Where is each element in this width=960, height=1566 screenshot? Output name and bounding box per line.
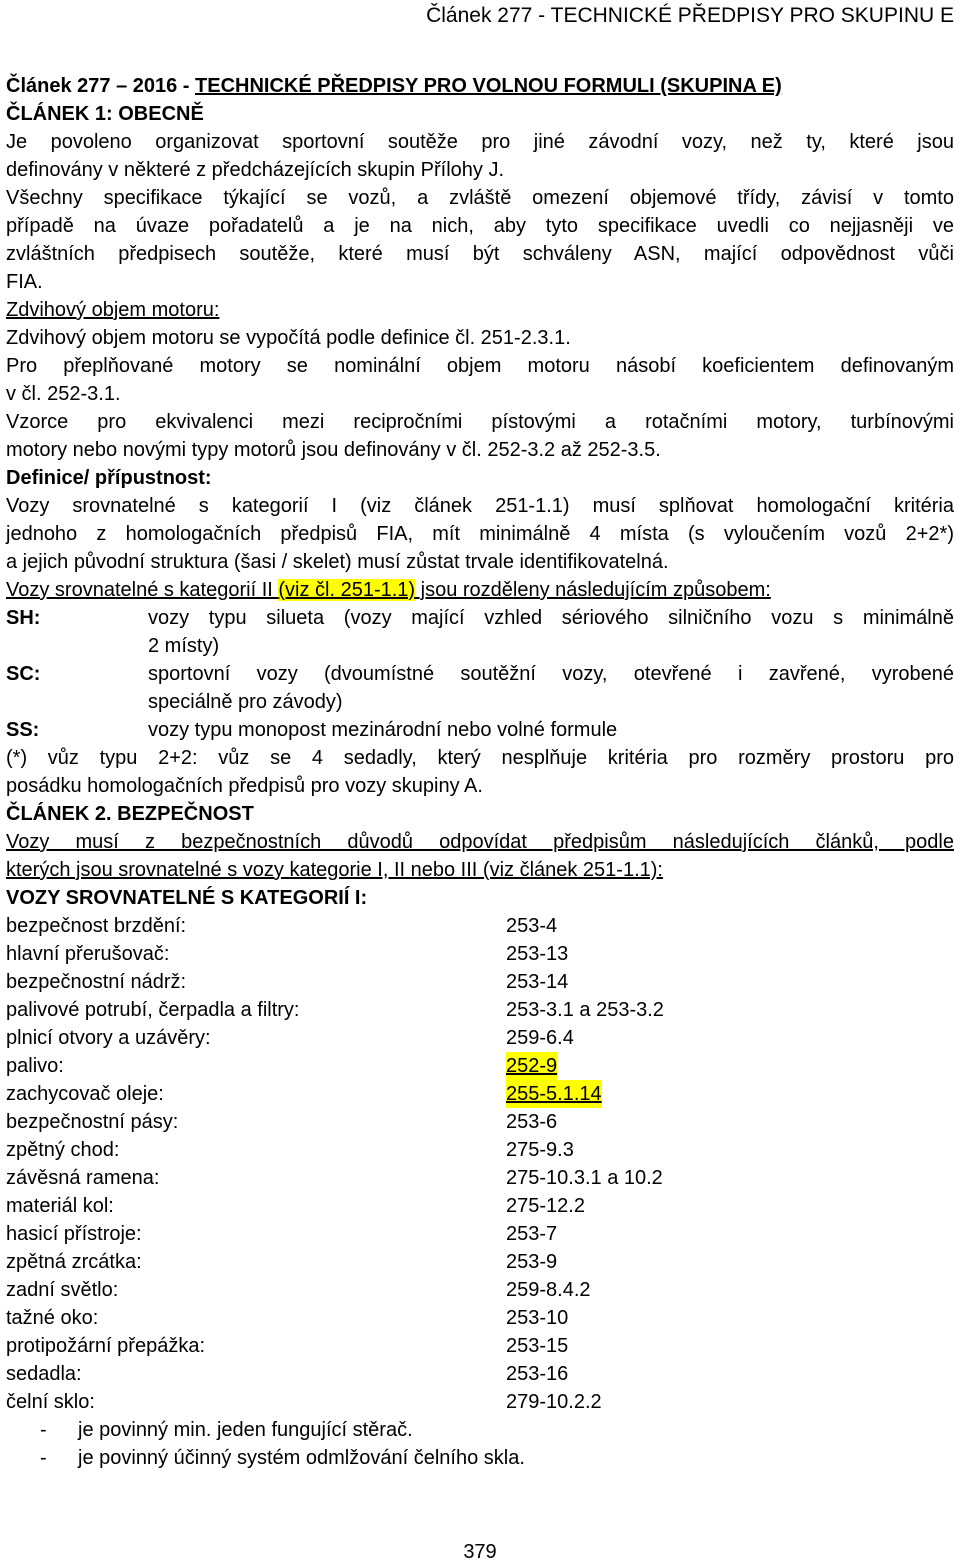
text-line: Vozy musí z bezpečnostních důvodů odpovídat předpisům následujících článků, podle <box>6 831 954 853</box>
text-line: posádku homologačních předpisů pro vozy skupiny A. <box>6 775 483 797</box>
article1-paragraph-2 <box>6 184 954 296</box>
list-item <box>6 1388 954 1416</box>
bullet-text: je povinný účinný systém odmlžování čelního skla. <box>78 1447 525 1469</box>
item-reference: 253-15 <box>506 1335 569 1357</box>
item-label: zpětný chod: <box>6 1139 120 1161</box>
category-2-text-end: jsou rozděleny následujícím způsobem: <box>415 579 771 601</box>
item-reference: 253-3.1 a 253-3.2 <box>506 999 664 1021</box>
category-2-reference: (viz čl. 251-1.1) <box>278 579 416 601</box>
item-reference: 253-9 <box>506 1251 558 1273</box>
item-reference: 279-10.2.2 <box>506 1391 602 1413</box>
item-label: závěsná ramena: <box>6 1167 160 1189</box>
item-reference: 275-12.2 <box>506 1195 585 1217</box>
item-label: materiál kol: <box>6 1195 114 1217</box>
list-item <box>6 1108 954 1136</box>
definition-text-line: vozy typu monopost mezinárodní nebo volné formule <box>148 719 618 741</box>
article1-paragraph-1 <box>6 128 954 184</box>
article1-heading: ČLÁNEK 1: OBECNĚ <box>6 103 204 125</box>
text-line: Vozy srovnatelné s kategorií I (viz článek 251-1.1) musí splňovat homologační kritéria <box>6 495 954 517</box>
bullet-item <box>6 1444 954 1472</box>
definition-text-line: speciálně pro závody) <box>148 691 343 713</box>
item-reference: 253-4 <box>506 915 558 937</box>
text-line: a jejich původní struktura (šasi / skelet) musí zůstat trvale identifikovatelná. <box>6 551 669 573</box>
category-1-heading: VOZY SROVNATELNÉ S KATEGORIÍ I: <box>6 887 368 909</box>
definition-text-line: vozy typu silueta (vozy mající vzhled sériového silničního vozu s minimálně <box>148 607 954 629</box>
text-line: případě na úvaze pořadatelů a je na nich, aby tyto specifikace uvedli co nejjasněji ve <box>6 215 954 237</box>
item-reference: 253-13 <box>506 943 569 965</box>
text-line: jednoho z homologačních předpisů FIA, mít minimálně 4 místa (s vyloučením vozů 2+2*) <box>6 523 954 545</box>
bullet-item <box>6 1416 954 1444</box>
definition-item-sc <box>6 660 954 716</box>
text-line: motory nebo novými typy motorů jsou definovány v čl. 252-3.2 až 252-3.5. <box>6 439 661 461</box>
article2-intro <box>6 828 954 884</box>
list-item <box>6 1136 954 1164</box>
capacity-paragraph-2 <box>6 352 954 408</box>
item-label: zadní světlo: <box>6 1279 119 1301</box>
item-label: zpětná zrcátka: <box>6 1251 142 1273</box>
definition-item-sh <box>6 604 954 660</box>
item-reference: 259-8.4.2 <box>506 1279 591 1301</box>
definition-text-line: 2 místy) <box>148 635 220 657</box>
list-item <box>6 1052 954 1080</box>
document-body <box>6 72 954 1472</box>
text-line: v čl. 252-3.1. <box>6 383 121 405</box>
definition-paragraph <box>6 492 954 576</box>
list-item <box>6 968 954 996</box>
text-line: FIA. <box>6 271 43 293</box>
item-reference: 253-7 <box>506 1223 558 1245</box>
bullet-text: je povinný min. jeden fungující stěrač. <box>78 1419 413 1441</box>
definition-key: SS: <box>6 719 40 741</box>
definition-heading: Definice/ přípustnost: <box>6 467 212 489</box>
item-reference: 253-16 <box>506 1363 569 1385</box>
text-line: Vzorce pro ekvivalenci mezi recipročními pístovými a rotačními motory, turbínovými <box>6 411 954 433</box>
item-label: tažné oko: <box>6 1307 99 1329</box>
item-label: protipožární přepážka: <box>6 1335 206 1357</box>
item-reference: 253-14 <box>506 971 569 993</box>
item-reference: 253-10 <box>506 1307 569 1329</box>
capacity-paragraph-3 <box>6 408 954 464</box>
text-line: Je povoleno organizovat sportovní soutěže pro jiné závodní vozy, než ty, které jsou <box>6 131 954 153</box>
text-line: zvláštních předpisech soutěže, které musí být schváleny ASN, mající odpovědnost vůči <box>6 243 954 265</box>
list-item <box>6 912 954 940</box>
list-item <box>6 1248 954 1276</box>
list-item <box>6 940 954 968</box>
category-2-text: Vozy srovnatelné s kategorií II <box>6 579 279 601</box>
list-item <box>6 1080 954 1108</box>
list-item <box>6 1192 954 1220</box>
definition-key: SH: <box>6 607 41 629</box>
item-reference: 259-6.4 <box>506 1027 574 1049</box>
item-label: sedadla: <box>6 1363 82 1385</box>
text-line: (*) vůz typu 2+2: vůz se 4 sedadly, který nesplňuje kritéria pro rozměry prostoru pro <box>6 747 954 769</box>
text-line: Všechny specifikace týkající se vozů, a zvláště omezení objemové třídy, závisí v tomto <box>6 187 954 209</box>
footnote-2plus2 <box>6 744 954 800</box>
item-reference: 275-10.3.1 a 10.2 <box>506 1167 663 1189</box>
list-item <box>6 1332 954 1360</box>
item-label: bezpečnostní pásy: <box>6 1111 179 1133</box>
dash-marker: - <box>40 1447 47 1469</box>
list-item <box>6 1360 954 1388</box>
text-line: Pro přeplňované motory se nominální objem motoru násobí koeficientem definovaným <box>6 355 954 377</box>
list-item <box>6 1024 954 1052</box>
list-item <box>6 996 954 1024</box>
definition-key: SC: <box>6 663 41 685</box>
item-label: bezpečnost brzdění: <box>6 915 187 937</box>
category-2-intro <box>6 576 954 604</box>
definition-text-line: sportovní vozy (dvoumístné soutěžní vozy, otevřené i zavřené, vyrobené <box>148 663 954 685</box>
running-header: Článek 277 - TECHNICKÉ PŘEDPISY PRO SKUPINU E <box>426 4 954 27</box>
item-reference: 253-6 <box>506 1111 558 1133</box>
page-number: 379 <box>463 1541 497 1563</box>
item-reference-highlighted: 252-9 <box>506 1052 557 1080</box>
list-item <box>6 1276 954 1304</box>
item-label: zachycovač oleje: <box>6 1083 164 1105</box>
list-item <box>6 1164 954 1192</box>
item-label: plnicí otvory a uzávěry: <box>6 1027 211 1049</box>
item-label: palivo: <box>6 1055 64 1077</box>
text-line: kterých jsou srovnatelné s vozy kategorie I, II nebo III (viz článek 251-1.1): <box>6 859 663 881</box>
item-reference: 275-9.3 <box>506 1139 574 1161</box>
article2-heading: ČLÁNEK 2. BEZPEČNOST <box>6 803 254 825</box>
list-item <box>6 1304 954 1332</box>
dash-marker: - <box>40 1419 47 1441</box>
capacity-paragraph-1: Zdvihový objem motoru se vypočítá podle definice čl. 251-2.3.1. <box>6 327 571 349</box>
item-label: čelní sklo: <box>6 1391 95 1413</box>
item-label: bezpečnostní nádrž: <box>6 971 187 993</box>
document-title-main: TECHNICKÉ PŘEDPISY PRO VOLNOU FORMULI (SKUPINA E) <box>195 75 782 97</box>
windscreen-requirements <box>6 1416 954 1472</box>
item-reference-highlighted: 255-5.1.14 <box>506 1080 602 1108</box>
document-title <box>6 72 954 100</box>
item-label: hlavní přerušovač: <box>6 943 170 965</box>
document-title-prefix: Článek 277 – 2016 - <box>6 75 196 97</box>
item-label: hasicí přístroje: <box>6 1223 142 1245</box>
item-label: palivové potrubí, čerpadla a filtry: <box>6 999 300 1021</box>
safety-list <box>6 912 954 1416</box>
text-line: definovány v některé z předcházejících skupin Přílohy J. <box>6 159 505 181</box>
capacity-heading: Zdvihový objem motoru: <box>6 299 220 321</box>
definition-item-ss <box>6 716 954 744</box>
list-item <box>6 1220 954 1248</box>
